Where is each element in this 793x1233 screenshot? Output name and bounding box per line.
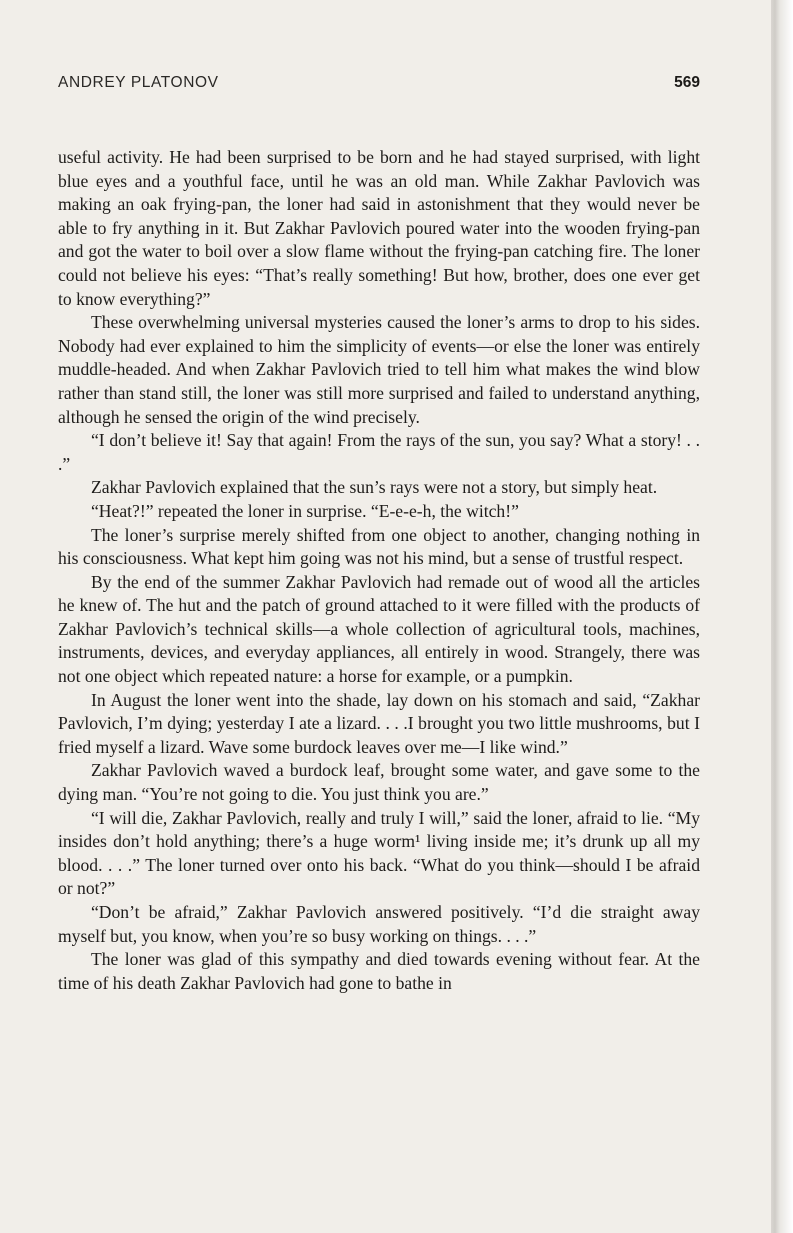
body-text	[58, 146, 700, 995]
page-edge	[771, 0, 793, 1233]
paragraph: In August the loner went into the shade, lay down on his stomach and said, “Zakhar Pavlovich, I’m dying; yesterday I ate a lizard. . . .I brought you two little mushrooms, but I fried myself a lizard. Wave some burdock leaves over me—I like wind.”	[58, 689, 700, 757]
paragraph: useful activity. He had been surprised to be born and he had stayed surprised, with light blue eyes and a youthful face, until he was an old man. While Zakhar Pavlovich was making an oak frying-pan, the loner had said in astonishment that they would never be able to fry anything in it. But Zakhar Pavlovich poured water into the wooden frying-pan and got the water to boil over a slow flame without the frying-pan catching fire. The loner could not believe his eyes: “That’s really something! But how, brother, does one ever get to know everything?”	[58, 147, 700, 309]
paragraph: “Heat?!” repeated the loner in surprise. “E-e-e-h, the witch!”	[91, 500, 519, 521]
paragraph: Zakhar Pavlovich waved a burdock leaf, brought some water, and gave some to the dying man. “You’re not going to die. You just think you are.”	[58, 760, 700, 805]
paragraph: “Don’t be afraid,” Zakhar Pavlovich answered positively. “I’d die straight away myself but, you know, when you’re so busy working on things. . . .”	[58, 902, 700, 946]
paragraph: Zakhar Pavlovich explained that the sun’s rays were not a story, but simply heat.	[91, 477, 658, 498]
paragraph: The loner’s surprise merely shifted from one object to another, changing nothing in his consciousness. What kept him going was not his mind, but a sense of trustful respect.	[58, 524, 700, 569]
paragraph: “I don’t believe it! Say that again! From the rays of the sun, you say? What a story! . . .”	[58, 430, 700, 474]
running-head	[58, 74, 700, 96]
page-number: 569	[674, 74, 700, 91]
paragraph: These overwhelming universal mysteries caused the loner’s arms to drop to his sides. Nobody had ever explained to him the simplicity of events—or else the loner was entirely muddle-headed. And when Zakhar Pavlovich tried to tell him what makes the wind blow rather than stand still, the loner was still more surprised and failed to understand anything, although he sensed the origin of the wind precisely.	[58, 312, 700, 427]
paragraph: By the end of the summer Zakhar Pavlovich had remade out of wood all the articles he knew of. The hut and the patch of ground attached to it were filled with the products of Zakhar Pavlovich’s technical skills—a whole collection of agricultural tools, machines, instruments, devices, and everyday appliances, all entirely in wood. Strangely, there was not one object which repeated nature: a horse for example, or a pumpkin.	[58, 571, 700, 687]
author-name: ANDREY PLATONOV	[58, 74, 219, 91]
paragraph: The loner was glad of this sympathy and died towards evening without fear. At the time of his death Zakhar Pavlovich had gone to bathe in	[58, 949, 700, 993]
paragraph: “I will die, Zakhar Pavlovich, really and truly I will,” said the loner, afraid to lie. “My insides don’t hold anything; there’s a huge worm¹ living inside me; it’s drunk up all my blood. . . .” The loner turned over onto his back. “What do you think—should I be afraid or not?”	[58, 807, 700, 899]
